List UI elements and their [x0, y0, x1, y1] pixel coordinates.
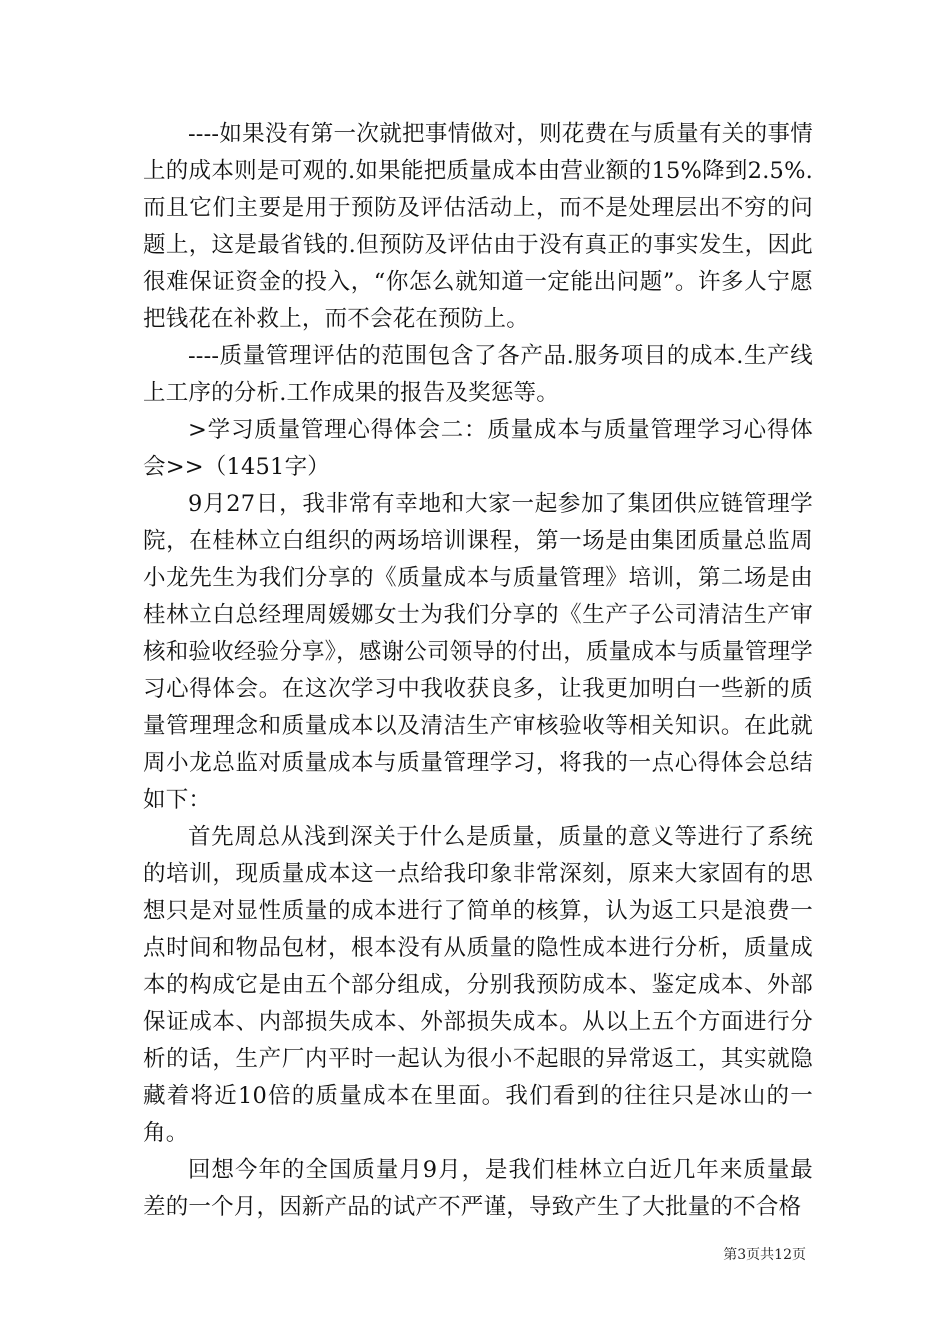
paragraph-quality-month: 回想今年的全国质量月9月，是我们桂林立白近几年来质量最差的一个月，因新产品的试产不严谨，导致产生了大批量的不合格 [143, 1157, 813, 1220]
document-body [143, 116, 813, 1226]
page-number: 第3页共12页 [723, 1247, 806, 1263]
paragraph-section-heading: >学习质量管理心得体会二：质量成本与质量管理学习心得体会>>（1451字） [143, 417, 813, 480]
paragraph-cost-composition: 首先周总从浅到深关于什么是质量，质量的意义等进行了系统的培训，现质量成本这一点给我印象非常深刻，原来大家固有的思想只是对显性质量的成本进行了简单的核算，认为返工只是浪费一点时间和物品包材，根本没有从质量的隐性成本进行分析，质量成本的构成它是由五个部分组成，分别我预防成本、鉴定成本、外部保证成本、内部损失成本、外部损失成本。从以上五个方面进行分析的话，生产厂内平时一起认为很小不起眼的异常返工，其实就隐藏着将近10倍的质量成本在里面。我们看到的往往只是冰山的一角。 [143, 824, 813, 1146]
paragraph-quality-cost: ----如果没有第一次就把事情做对，则花费在与质量有关的事情上的成本则是可观的.如果能把质量成本由营业额的15%降到2.5%.而且它们主要是用于预防及评估活动上，而不是处理层出不穷的问题上，这是最省钱的.但预防及评估由于没有真正的事实发生，因此很难保证资金的投入，“你怎么就知道一定能出问题”。许多人宁愿把钱花在补救上，而不会花在预防上。 [143, 121, 813, 332]
paragraph-training-intro: 9月27日，我非常有幸地和大家一起参加了集团供应链管理学院，在桂林立白组织的两场培训课程，第一场是由集团质量总监周小龙先生为我们分享的《质量成本与质量管理》培训，第二场是由桂林立白总经理周媛娜女士为我们分享的《生产子公司清洁生产审核和验收经验分享》，感谢公司领导的付出，质量成本与质量管理学习心得体会。在这次学习中我收获良多，让我更加明白一些新的质量管理理念和质量成本以及清洁生产审核验收等相关知识。在此就周小龙总监对质量成本与质量管理学习，将我的一点心得体会总结如下： [143, 491, 813, 813]
paragraph-evaluation-scope: ----质量管理评估的范围包含了各产品.服务项目的成本.生产线上工序的分析.工作成果的报告及奖惩等。 [143, 343, 813, 406]
